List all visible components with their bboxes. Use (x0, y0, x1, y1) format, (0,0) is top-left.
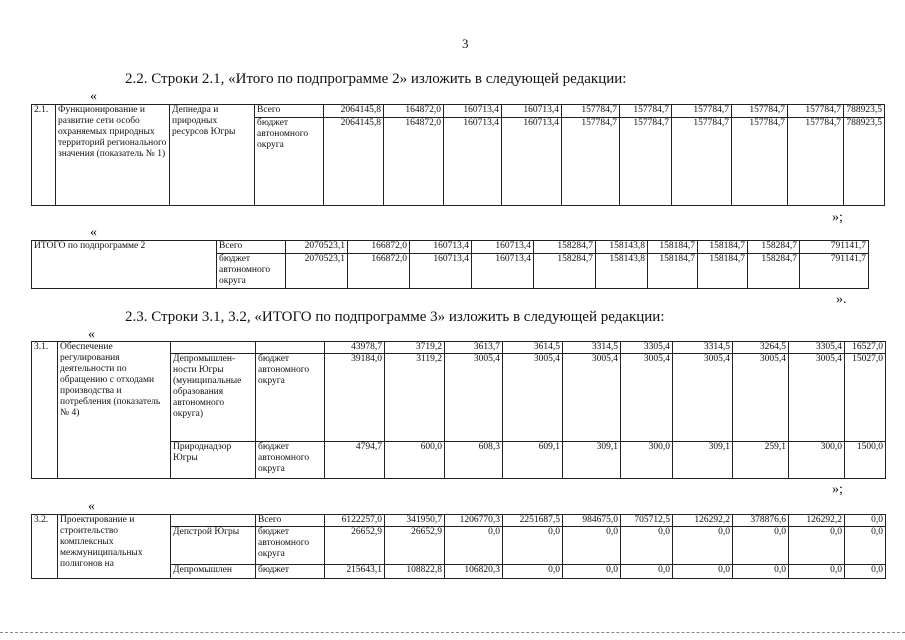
value-cell: 3005,4 (445, 354, 503, 442)
open-quote: « (88, 499, 95, 514)
row-2-1-table (31, 104, 885, 206)
row-number: 2.1. (32, 105, 56, 206)
row-3-2-table (31, 514, 886, 579)
row-name: Обеспечение регулирования деятельности по обращению с отходами производства и потребления (показатель № 4) (58, 342, 171, 479)
value-cell: 160713,4 (410, 254, 472, 289)
value-cell: 788923,5 (844, 105, 885, 118)
value-cell: 164872,0 (384, 105, 444, 118)
value-cell: 158143,8 (596, 254, 648, 289)
value-cell: 158184,7 (648, 254, 698, 289)
value-cell: 108822,8 (385, 565, 445, 579)
source: бюджет автономного округа (256, 442, 325, 479)
value-cell: 160713,4 (444, 105, 502, 118)
value-cell: 3005,4 (789, 354, 845, 442)
value-cell: 788923,5 (844, 118, 885, 206)
value-cell: 158284,7 (748, 241, 800, 254)
row-number: 3.1. (32, 342, 58, 479)
value-cell: 0,0 (845, 515, 886, 527)
value-cell: 157784,7 (672, 118, 732, 206)
value-cell: 3005,4 (503, 354, 563, 442)
value-cell: 309,1 (673, 442, 733, 479)
value-cell: 0,0 (845, 527, 886, 565)
value-cell: 160713,4 (472, 241, 534, 254)
close-quote: »; (832, 482, 843, 497)
value-cell: 791141,7 (800, 254, 869, 289)
table-row (32, 342, 886, 354)
value-cell: 157784,7 (672, 105, 732, 118)
value-cell: 157784,7 (788, 118, 844, 206)
value-cell: 6122257,0 (325, 515, 385, 527)
total-name: ИТОГО по подпрограмме 2 (32, 241, 217, 289)
value-cell: 0,0 (733, 527, 789, 565)
value-cell: 300,0 (621, 442, 673, 479)
value-cell: 0,0 (845, 565, 886, 579)
value-cell: 3305,4 (621, 342, 673, 354)
executor: Депнедра и природных ресурсов Югры (170, 105, 255, 206)
row-name: Проектирование и строительство комплексных межмуниципальных полигонов на (58, 515, 171, 579)
value-cell: 158284,7 (748, 254, 800, 289)
value-cell: 0,0 (673, 527, 733, 565)
table-row (32, 515, 886, 527)
executor: Природнадзор Югры (171, 442, 256, 479)
value-cell: 15027,0 (845, 354, 886, 442)
source: Всего (217, 241, 286, 254)
value-cell: 160713,4 (502, 105, 562, 118)
value-cell: 2070523,1 (286, 254, 348, 289)
value-cell: 158184,7 (648, 241, 698, 254)
value-cell: 3613,7 (445, 342, 503, 354)
value-cell: 4794,7 (325, 442, 385, 479)
value-cell: 157784,7 (732, 118, 788, 206)
value-cell: 2251687,5 (503, 515, 563, 527)
open-quote: « (90, 225, 97, 240)
value-cell: 0,0 (563, 565, 621, 579)
value-cell: 309,1 (563, 442, 621, 479)
value-cell: 3719,2 (385, 342, 445, 354)
value-cell: 600,0 (385, 442, 445, 479)
value-cell: 609,1 (503, 442, 563, 479)
row-number: 3.2. (32, 515, 58, 579)
value-cell: 0,0 (503, 527, 563, 565)
value-cell: 0,0 (503, 565, 563, 579)
source: бюджет автономного округа (256, 527, 325, 565)
value-cell: 705712,5 (621, 515, 673, 527)
value-cell: 791141,7 (800, 241, 869, 254)
value-cell: 1500,0 (845, 442, 886, 479)
row-name: Функционирование и развитие сети особо охраняемых природных территорий регионального значения (показатель № 1) (56, 105, 170, 206)
source: бюджет автономного округа (256, 354, 325, 442)
value-cell: 157784,7 (620, 105, 672, 118)
source: бюджет автономного округа (255, 118, 324, 206)
value-cell: 0,0 (733, 565, 789, 579)
value-cell: 166872,0 (348, 241, 410, 254)
value-cell: 0,0 (789, 527, 845, 565)
open-quote: « (88, 327, 95, 342)
source: Всего (256, 515, 325, 527)
value-cell: 157784,7 (620, 118, 672, 206)
value-cell: 3005,4 (733, 354, 789, 442)
empty-cell (171, 515, 256, 527)
section-2-2-heading: 2.2. Строки 2.1, «Итого по подпрограмме 2» изложить в следующей редакции: (125, 71, 627, 87)
value-cell: 166872,0 (348, 254, 410, 289)
value-cell: 160713,4 (502, 118, 562, 206)
value-cell: 16527,0 (845, 342, 886, 354)
executor: Депстрой Югры (171, 527, 256, 565)
value-cell: 126292,2 (673, 515, 733, 527)
value-cell: 608,3 (445, 442, 503, 479)
page-number: 3 (462, 36, 469, 51)
close-quote: ». (836, 292, 847, 307)
value-cell: 3305,4 (789, 342, 845, 354)
value-cell: 3314,5 (563, 342, 621, 354)
close-quote: »; (832, 210, 843, 225)
table-row (32, 241, 869, 254)
value-cell: 341950,7 (385, 515, 445, 527)
value-cell: 1206770,3 (445, 515, 503, 527)
source: бюджет автономного округа (217, 254, 286, 289)
value-cell: 26652,9 (325, 527, 385, 565)
value-cell: 3005,4 (563, 354, 621, 442)
value-cell: 378876,6 (733, 515, 789, 527)
empty-cell (171, 342, 256, 354)
open-quote: « (90, 89, 97, 104)
value-cell: 157784,7 (562, 105, 620, 118)
value-cell: 2070523,1 (286, 241, 348, 254)
value-cell: 215643,1 (325, 565, 385, 579)
value-cell: 259,1 (733, 442, 789, 479)
value-cell: 158184,7 (698, 254, 748, 289)
value-cell: 0,0 (445, 527, 503, 565)
value-cell: 158143,8 (596, 241, 648, 254)
executor: Депромышлен (171, 565, 256, 579)
section-2-3-heading: 2.3. Строки 3.1, 3.2, «ИТОГО по подпрограмме 3» изложить в следующей редакции: (125, 309, 665, 325)
source: Всего (255, 105, 324, 118)
value-cell: 0,0 (621, 527, 673, 565)
source: бюджет (256, 565, 325, 579)
value-cell: 160713,4 (472, 254, 534, 289)
value-cell: 157784,7 (788, 105, 844, 118)
value-cell: 158284,7 (534, 241, 596, 254)
value-cell: 0,0 (789, 565, 845, 579)
value-cell: 106820,3 (445, 565, 503, 579)
executor: Депромышлен-ности Югры (муниципальные образования автономного округа) (171, 354, 256, 442)
value-cell: 160713,4 (444, 118, 502, 206)
value-cell: 160713,4 (410, 241, 472, 254)
value-cell: 126292,2 (789, 515, 845, 527)
value-cell: 3314,5 (673, 342, 733, 354)
row-3-1-table (31, 341, 886, 479)
value-cell: 158284,7 (534, 254, 596, 289)
value-cell: 158184,7 (698, 241, 748, 254)
value-cell: 2064145,8 (324, 105, 384, 118)
value-cell: 3614,5 (503, 342, 563, 354)
value-cell: 2064145,8 (324, 118, 384, 206)
total-2-table (31, 240, 869, 289)
value-cell: 3005,4 (621, 354, 673, 442)
value-cell: 300,0 (789, 442, 845, 479)
value-cell: 26652,9 (385, 527, 445, 565)
value-cell: 0,0 (673, 565, 733, 579)
value-cell: 43978,7 (325, 342, 385, 354)
value-cell: 3264,5 (733, 342, 789, 354)
value-cell: 157784,7 (732, 105, 788, 118)
value-cell: 39184,0 (325, 354, 385, 442)
page-edge-line (0, 632, 905, 633)
table-row (32, 105, 885, 118)
value-cell: 3119,2 (385, 354, 445, 442)
value-cell: 3005,4 (673, 354, 733, 442)
empty-cell (256, 342, 325, 354)
value-cell: 984675,0 (563, 515, 621, 527)
value-cell: 164872,0 (384, 118, 444, 206)
value-cell: 157784,7 (562, 118, 620, 206)
value-cell: 0,0 (563, 527, 621, 565)
value-cell: 0,0 (621, 565, 673, 579)
